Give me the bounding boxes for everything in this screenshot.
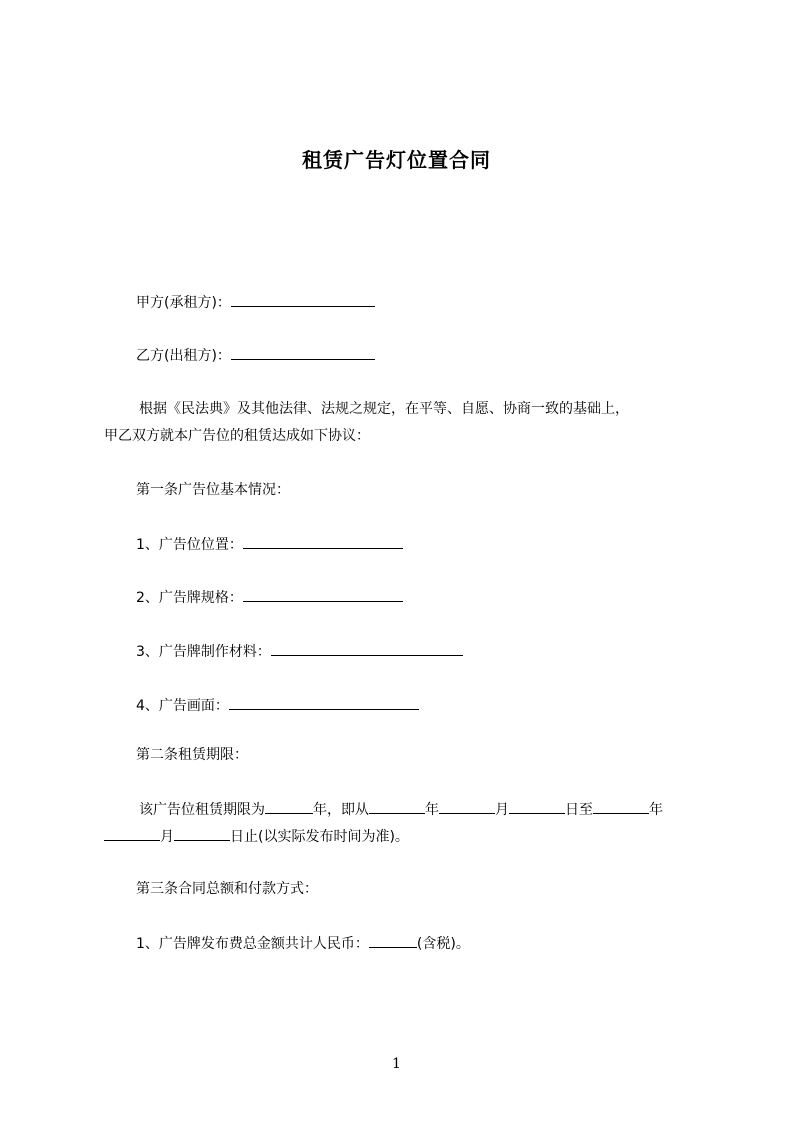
term-part-4: 月 <box>495 802 509 818</box>
item-3-line <box>136 641 736 662</box>
party-a-line <box>136 292 736 313</box>
document-title: 租赁广告灯位置合同 <box>302 148 491 172</box>
preamble-line-1: 根据《民法典》及其他法律、法规之规定，在平等、自愿、协商一致的基础上， <box>139 401 629 417</box>
preamble-line-2: 甲乙双方就本广告位的租赁达成如下协议： <box>104 428 370 444</box>
term-part-8: 日止(以实际发布时间为准)。 <box>230 829 409 845</box>
end-month-blank <box>104 826 160 841</box>
term-line-2 <box>104 826 704 847</box>
item-2-blank <box>243 587 403 602</box>
start-day-blank <box>509 799 565 814</box>
term-part-7: 月 <box>160 829 174 845</box>
payment-label: 1、广告牌发布费总金额共计人民币： <box>136 936 369 952</box>
party-b-blank <box>231 345 375 360</box>
term-part-3: 年 <box>425 802 439 818</box>
payment-suffix: (含税)。 <box>416 936 470 952</box>
article-3-heading: 第三条合同总额和付款方式： <box>136 881 318 897</box>
term-part-1: 该广告位租赁期限为 <box>139 802 265 818</box>
item-3-label: 3、广告牌制作材料： <box>136 644 271 660</box>
item-2-label: 2、广告牌规格： <box>136 590 243 606</box>
term-line-1 <box>139 799 739 820</box>
item-2-line <box>136 587 736 608</box>
item-4-blank <box>229 695 419 710</box>
item-1-blank <box>243 534 403 549</box>
term-years-blank <box>265 799 313 814</box>
party-b-line <box>136 345 736 366</box>
item-1-label: 1、广告位位置： <box>136 537 243 553</box>
party-a-blank <box>231 292 375 307</box>
party-b-label: 乙方(出租方)： <box>136 348 231 364</box>
article-2-heading: 第二条租赁期限： <box>136 747 248 763</box>
term-part-2: 年，即从 <box>313 802 369 818</box>
item-4-line <box>136 695 736 716</box>
end-year-blank <box>593 799 649 814</box>
party-a-label: 甲方(承租方)： <box>136 295 231 311</box>
payment-line <box>136 933 736 954</box>
end-day-blank <box>174 826 230 841</box>
item-1-line <box>136 534 736 555</box>
payment-amount-blank <box>369 933 417 948</box>
item-4-label: 4、广告画面： <box>136 698 229 714</box>
term-part-5: 日至 <box>565 802 593 818</box>
start-year-blank <box>369 799 425 814</box>
article-1-heading: 第一条广告位基本情况： <box>136 482 290 498</box>
item-3-blank <box>271 641 463 656</box>
term-part-6: 年 <box>649 802 663 818</box>
start-month-blank <box>439 799 495 814</box>
page-number: 1 <box>392 1056 401 1072</box>
